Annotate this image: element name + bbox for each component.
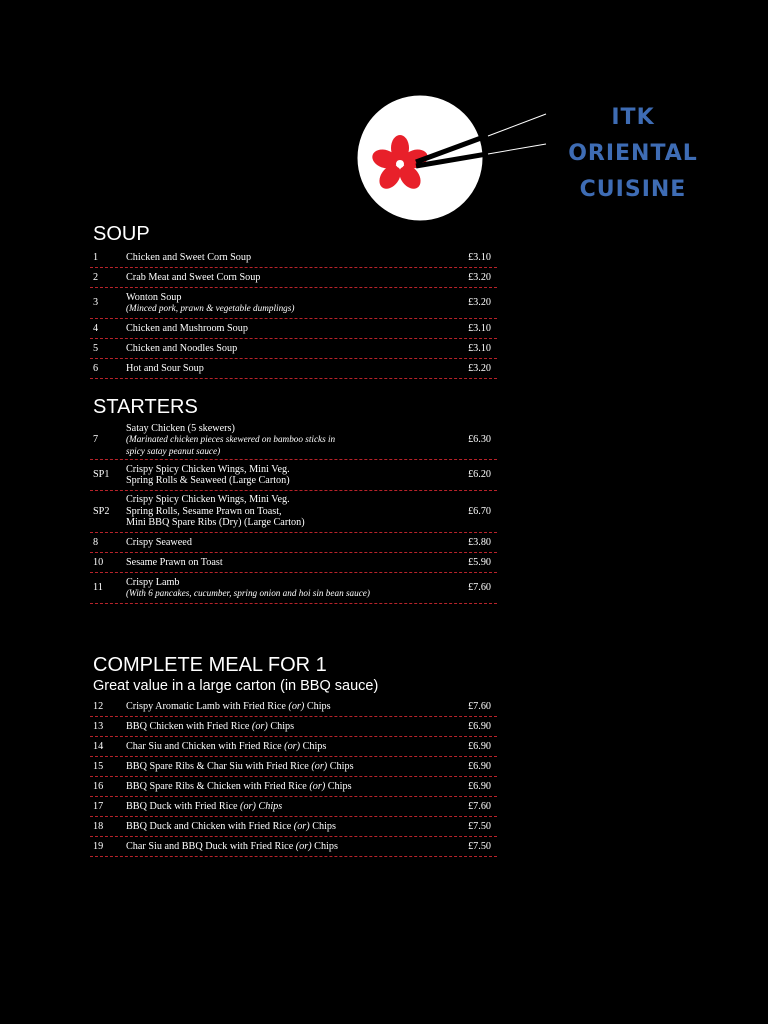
menu-item bbox=[90, 573, 497, 604]
item-number: 17 bbox=[93, 800, 104, 812]
item-name: Sesame Prawn on Toast bbox=[126, 556, 223, 568]
menu-item bbox=[90, 553, 497, 573]
item-name: Chicken and Mushroom Soup bbox=[126, 322, 248, 334]
item-price: £7.60 bbox=[468, 582, 491, 594]
item-name-line: Spring Rolls, Sesame Prawn on Toast, bbox=[126, 505, 282, 517]
section-title: COMPLETE MEAL FOR 1 bbox=[93, 654, 327, 676]
section-title: SOUP bbox=[93, 223, 150, 245]
item-price: £5.90 bbox=[468, 556, 491, 568]
item-price: £6.90 bbox=[468, 740, 491, 752]
item-price: £3.20 bbox=[468, 362, 491, 374]
item-name-end: Chips bbox=[300, 740, 327, 752]
item-price: £3.20 bbox=[468, 271, 491, 283]
menu-item bbox=[90, 248, 497, 268]
menu-item bbox=[90, 288, 497, 319]
item-number: 19 bbox=[93, 840, 104, 852]
brand-name bbox=[548, 100, 718, 208]
complete-meal-section bbox=[90, 653, 497, 857]
item-desc bbox=[126, 292, 451, 315]
item-name: Hot and Sour Soup bbox=[126, 362, 204, 374]
item-price: £7.60 bbox=[468, 800, 491, 812]
menu-item bbox=[90, 697, 497, 717]
soup-section bbox=[90, 222, 497, 379]
item-number: 7 bbox=[93, 434, 99, 446]
item-name: Satay Chicken (5 skewers) bbox=[126, 422, 235, 434]
item-name bbox=[126, 701, 451, 713]
item-number: 13 bbox=[93, 720, 104, 732]
menu-item bbox=[90, 533, 497, 553]
item-note: (Marinated chicken pieces skewered on bamboo sticks in bbox=[126, 434, 336, 445]
logo bbox=[348, 92, 548, 228]
item-number: 18 bbox=[93, 820, 104, 832]
item-number: 4 bbox=[93, 322, 99, 334]
item-number: 8 bbox=[93, 536, 99, 548]
item-number: 10 bbox=[93, 556, 104, 568]
item-price: £6.70 bbox=[468, 505, 491, 517]
item-name-or: (or) bbox=[295, 840, 312, 852]
item-note: (With 6 pancakes, cucumber, spring onion and hoi sin bean sauce) bbox=[126, 588, 370, 598]
item-name bbox=[126, 841, 451, 853]
menu-item bbox=[90, 319, 497, 339]
item-name bbox=[126, 741, 451, 753]
item-price: £7.60 bbox=[468, 700, 491, 712]
item-number: SP2 bbox=[93, 505, 110, 517]
item-note: spicy satay peanut sauce) bbox=[126, 445, 221, 456]
item-number: 14 bbox=[93, 740, 104, 752]
item-price: £6.90 bbox=[468, 780, 491, 792]
item-number: 6 bbox=[93, 362, 99, 374]
item-name-or: (or) bbox=[311, 760, 328, 772]
section-title: STARTERS bbox=[93, 396, 198, 418]
item-name-line: Crispy Spicy Chicken Wings, Mini Veg. bbox=[126, 494, 290, 506]
item-name-or: (or) bbox=[288, 700, 305, 712]
item-name bbox=[126, 821, 451, 833]
item-desc bbox=[126, 494, 451, 529]
item-name-end: Chips bbox=[304, 700, 331, 712]
item-price: £6.30 bbox=[468, 434, 491, 446]
item-name-or: (or) bbox=[293, 820, 310, 832]
item-name-or: (or) bbox=[251, 720, 268, 732]
item-name-end: Chips bbox=[309, 820, 336, 832]
item-number: 12 bbox=[93, 700, 104, 712]
item-name: Crispy Seaweed bbox=[126, 536, 192, 548]
item-name-or: (or) bbox=[284, 740, 301, 752]
item-price: £3.80 bbox=[468, 536, 491, 548]
item-name-line: Spring Rolls & Seaweed (Large Carton) bbox=[126, 475, 290, 486]
section-subtitle: Great value in a large carton (in BBQ sauce) bbox=[93, 678, 379, 694]
brand-line-1: ITK bbox=[611, 105, 655, 130]
menu-item bbox=[90, 717, 497, 737]
item-name-end: Chips bbox=[267, 720, 295, 732]
brand-line-2: ORIENTAL bbox=[568, 141, 698, 166]
item-price: £7.50 bbox=[468, 820, 491, 832]
menu-item bbox=[90, 339, 497, 359]
item-name-main: BBQ Duck with Fried Rice bbox=[126, 800, 241, 812]
item-number: 1 bbox=[93, 251, 99, 263]
brand-line-3: CUISINE bbox=[579, 177, 687, 202]
item-name-or: (or) Chips bbox=[240, 800, 283, 812]
item-number: 15 bbox=[93, 760, 104, 772]
item-number: SP1 bbox=[93, 469, 110, 481]
item-name: Chicken and Noodles Soup bbox=[126, 342, 238, 354]
item-note: (Minced pork, prawn & vegetable dumplings) bbox=[126, 303, 295, 313]
item-name-main: BBQ Spare Ribs & Char Siu with Fried Rice bbox=[126, 760, 312, 772]
item-number: 5 bbox=[93, 342, 99, 354]
menu-item bbox=[90, 491, 497, 533]
item-name-end: Chips bbox=[311, 840, 338, 852]
menu-item bbox=[90, 757, 497, 777]
item-price: £3.10 bbox=[468, 251, 491, 263]
item-desc bbox=[126, 464, 451, 487]
item-desc bbox=[126, 423, 451, 458]
item-name: Chicken and Sweet Corn Soup bbox=[126, 251, 252, 263]
menu-item bbox=[90, 837, 497, 857]
item-name bbox=[126, 761, 451, 773]
item-price: £6.90 bbox=[468, 720, 491, 732]
item-name-main: Char Siu and Chicken with Fried Rice bbox=[126, 740, 285, 752]
item-name-or: (or) bbox=[309, 780, 326, 792]
item-price: £3.10 bbox=[468, 342, 491, 354]
item-name: Crispy Lamb bbox=[126, 576, 180, 588]
item-name-main: BBQ Chicken with Fried Rice bbox=[126, 720, 252, 732]
item-number: 2 bbox=[93, 271, 99, 283]
bowl-chopsticks-flower-icon bbox=[348, 92, 548, 228]
item-price: £3.10 bbox=[468, 322, 491, 334]
item-name bbox=[126, 781, 451, 793]
item-desc bbox=[126, 577, 451, 600]
item-price: £6.20 bbox=[468, 469, 491, 481]
item-price: £6.90 bbox=[468, 760, 491, 772]
item-price: £3.20 bbox=[468, 297, 491, 309]
item-name bbox=[126, 721, 451, 733]
menu-item bbox=[90, 359, 497, 379]
item-name-end: Chips bbox=[327, 760, 354, 772]
item-name bbox=[126, 801, 451, 813]
item-name-line: Crispy Spicy Chicken Wings, Mini Veg. bbox=[126, 463, 290, 475]
menu-item bbox=[90, 460, 497, 491]
menu-item bbox=[90, 777, 497, 797]
item-name: Wonton Soup bbox=[126, 291, 182, 303]
menu-item bbox=[90, 737, 497, 757]
item-name-main: Char Siu and BBQ Duck with Fried Rice bbox=[126, 840, 296, 852]
item-name-main: Crispy Aromatic Lamb with Fried Rice bbox=[126, 700, 289, 712]
item-name-line: Mini BBQ Spare Ribs (Dry) (Large Carton) bbox=[126, 517, 305, 529]
item-number: 11 bbox=[93, 582, 103, 594]
item-name: Crab Meat and Sweet Corn Soup bbox=[126, 271, 261, 283]
menu-item bbox=[90, 797, 497, 817]
item-number: 3 bbox=[93, 297, 99, 309]
menu-item bbox=[90, 817, 497, 837]
menu-item bbox=[90, 268, 497, 288]
item-name-end: Chips bbox=[325, 780, 352, 792]
menu-item bbox=[90, 421, 497, 460]
item-name-main: BBQ Duck and Chicken with Fried Rice bbox=[126, 820, 294, 832]
starters-section bbox=[90, 395, 497, 604]
item-number: 16 bbox=[93, 780, 104, 792]
item-price: £7.50 bbox=[468, 840, 491, 852]
item-name-main: BBQ Spare Ribs & Chicken with Fried Rice bbox=[126, 780, 310, 792]
